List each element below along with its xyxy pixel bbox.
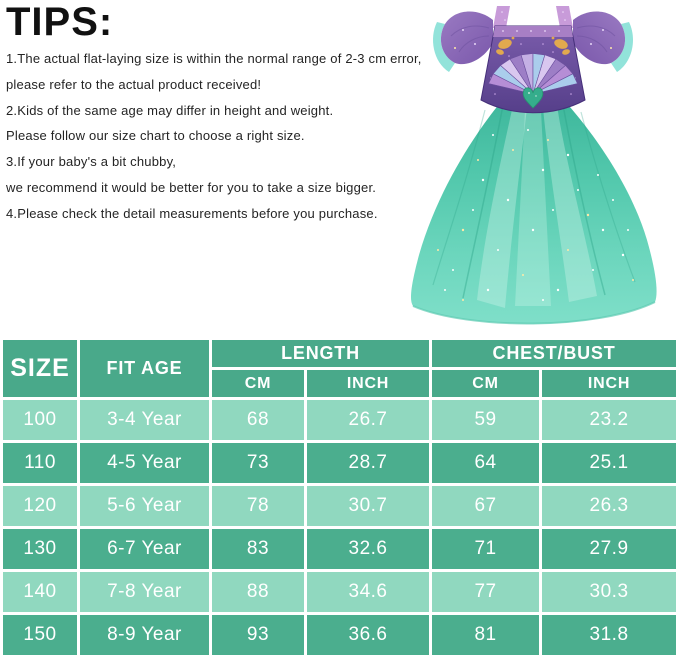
cell-chest-inch: 23.2: [542, 400, 676, 440]
right-sleeve: [573, 11, 633, 72]
tip-line-5: 3.If your baby's a bit chubby,: [6, 154, 177, 170]
dress-illustration: [393, 0, 678, 336]
cell-length-cm: 93: [212, 615, 304, 655]
table-body: [3, 400, 676, 655]
tip-line-4: Please follow our size chart to choose a right size.: [6, 128, 305, 144]
cell-size: 150: [3, 615, 77, 655]
table-row: [3, 615, 676, 655]
cell-length-cm: 73: [212, 443, 304, 483]
tip-line-7: 4.Please check the detail measurements before you purchase.: [6, 205, 378, 221]
cell-length-inch: 32.6: [307, 529, 429, 569]
cell-size: 110: [3, 443, 77, 483]
header-length-inch: INCH: [307, 370, 429, 397]
header-length: LENGTH: [212, 340, 429, 367]
table-row: [3, 572, 676, 612]
cell-fit-age: 8-9 Year: [80, 615, 209, 655]
shoulder-straps: [493, 6, 573, 28]
header-chest-inch: INCH: [542, 370, 676, 397]
tip-line-6: we recommend it would be better for you to take a size bigger.: [6, 179, 377, 195]
cell-chest-inch: 30.3: [542, 572, 676, 612]
cell-length-inch: 36.6: [307, 615, 429, 655]
cell-chest-inch: 25.1: [542, 443, 676, 483]
cell-length-cm: 88: [212, 572, 304, 612]
table-row: [3, 529, 676, 569]
header-chest-bust: CHEST/BUST: [432, 340, 676, 367]
tips-section: [6, 2, 422, 227]
cell-length-inch: 34.6: [307, 572, 429, 612]
table-row: [3, 400, 676, 440]
cell-length-cm: 68: [212, 400, 304, 440]
skirt: [411, 97, 657, 324]
cell-fit-age: 4-5 Year: [80, 443, 209, 483]
cell-chest-cm: 59: [432, 400, 539, 440]
header-chest-cm: CM: [432, 370, 539, 397]
cell-length-inch: 30.7: [307, 486, 429, 526]
cell-size: 130: [3, 529, 77, 569]
cell-length-cm: 78: [212, 486, 304, 526]
tips-title: TIPS:: [6, 0, 114, 44]
header-size: SIZE: [3, 340, 77, 397]
cell-size: 140: [3, 572, 77, 612]
cell-length-inch: 28.7: [307, 443, 429, 483]
cell-chest-inch: 31.8: [542, 615, 676, 655]
cell-chest-inch: 26.3: [542, 486, 676, 526]
cell-fit-age: 5-6 Year: [80, 486, 209, 526]
size-chart-table: [0, 337, 679, 658]
cell-chest-cm: 71: [432, 529, 539, 569]
product-photo-mermaid-dress: [393, 0, 678, 336]
cell-fit-age: 7-8 Year: [80, 572, 209, 612]
tip-line-3: 2.Kids of the same age may differ in height and weight.: [6, 102, 334, 118]
left-sleeve: [433, 11, 493, 72]
cell-size: 100: [3, 400, 77, 440]
cell-chest-cm: 77: [432, 572, 539, 612]
table-row: [3, 443, 676, 483]
cell-chest-cm: 64: [432, 443, 539, 483]
table-row: [3, 486, 676, 526]
cell-fit-age: 6-7 Year: [80, 529, 209, 569]
tip-line-1: 1.The actual flat-laying size is within the normal range of 2-3 cm error,: [6, 51, 422, 66]
cell-length-cm: 83: [212, 529, 304, 569]
cell-chest-cm: 67: [432, 486, 539, 526]
header-fit-age: FIT AGE: [80, 340, 209, 397]
cell-chest-cm: 81: [432, 615, 539, 655]
cell-fit-age: 3-4 Year: [80, 400, 209, 440]
cell-chest-inch: 27.9: [542, 529, 676, 569]
table-header: [3, 340, 676, 397]
cell-length-inch: 26.7: [307, 400, 429, 440]
header-length-cm: CM: [212, 370, 304, 397]
tip-line-2: please refer to the actual product received!: [6, 76, 262, 92]
cell-size: 120: [3, 486, 77, 526]
